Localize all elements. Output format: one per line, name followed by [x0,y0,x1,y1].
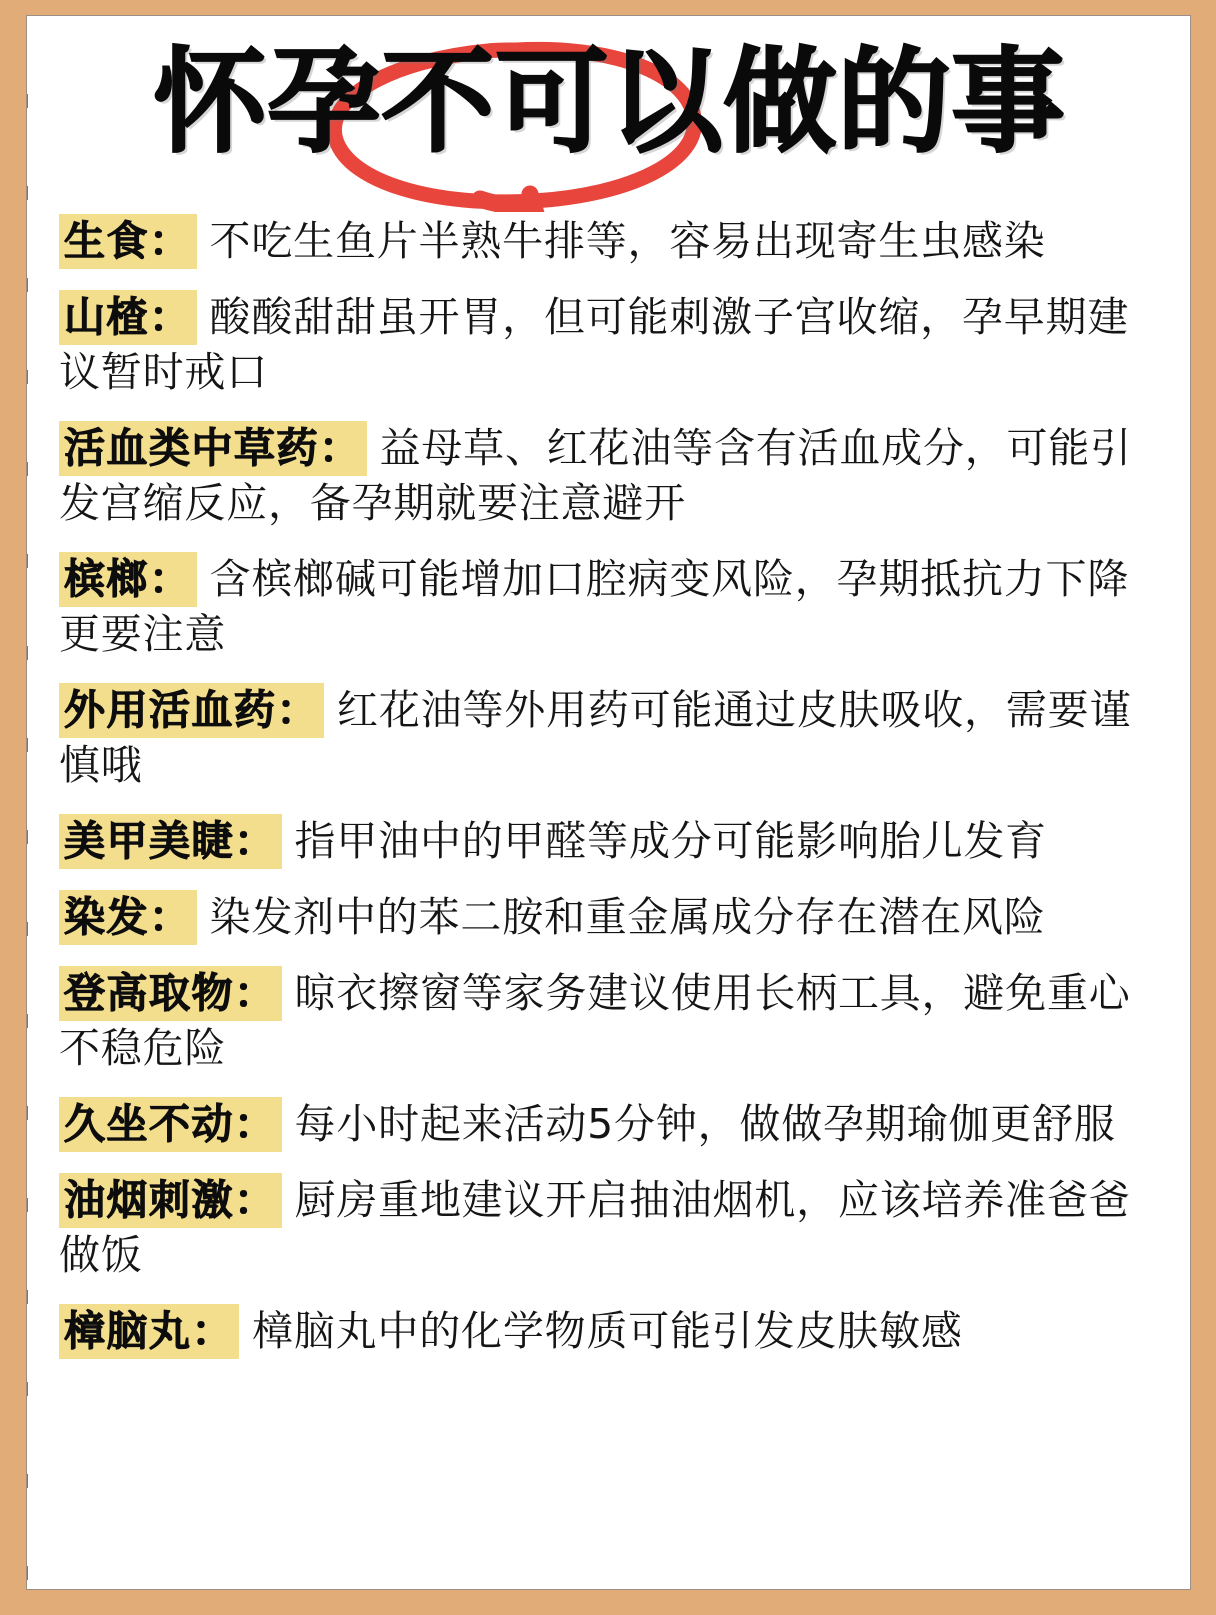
tips-list [27,214,1191,1380]
tip-label: 登高取物： [59,966,282,1021]
tip-body: 每小时起来活动5分钟，做做孕期瑜伽更舒服 [294,1100,1116,1148]
tip-line [59,290,1162,400]
tip-body: 红花油等外用药可能通过皮肤吸收，需要谨慎哦 [59,686,1132,789]
list-item [59,552,1162,662]
tip-label: 槟榔： [59,552,197,607]
tip-label: 染发： [59,890,197,945]
tip-body: 含槟榔碱可能增加口腔病变风险，孕期抵抗力下降更要注意 [59,555,1130,658]
tip-label: 美甲美睫： [59,814,282,869]
list-item [59,1097,1162,1152]
tip-label: 油烟刺激： [59,1173,282,1228]
tip-label: 生食： [59,214,197,269]
tip-line [59,1097,1162,1152]
tip-body: 樟脑丸中的化学物质可能引发皮肤敏感 [252,1307,963,1355]
tip-line [59,814,1162,869]
tip-body: 染发剂中的苯二胺和重金属成分存在潜在风险 [209,893,1046,941]
tip-label: 久坐不动： [59,1097,282,1152]
tip-line [59,421,1162,531]
tip-body: 不吃生鱼片半熟牛排等，容易出现寄生虫感染 [209,217,1046,265]
page-title: 怀孕不可以做的事 [153,36,1066,168]
tip-label: 樟脑丸： [59,1304,239,1359]
tip-label: 山楂： [59,290,197,345]
card-bottom-edge-perforation [27,1588,1191,1590]
tip-line [59,1173,1162,1283]
list-item [59,214,1162,269]
tip-line [59,683,1162,793]
list-item [59,683,1162,793]
list-item [59,1304,1162,1359]
tip-line [59,966,1162,1076]
list-item [59,290,1162,400]
tip-body: 益母草、红花油等含有活血成分，可能引发宫缩反应，备孕期就要注意避开 [59,424,1132,527]
tip-line [59,214,1162,269]
poster-card [26,15,1191,1590]
tip-line [59,1304,1162,1359]
tip-line [59,890,1162,945]
list-item [59,890,1162,945]
tip-body: 晾衣擦窗等家务建议使用长柄工具，避免重心不稳危险 [59,969,1131,1072]
list-item [59,421,1162,531]
list-item [59,966,1162,1076]
tip-body: 指甲油中的甲醛等成分可能影响胎儿发育 [294,817,1047,865]
tip-body: 酸酸甜甜虽开胃，但可能刺激子宫收缩，孕早期建议暂时戒口 [59,293,1130,396]
list-item [59,1173,1162,1283]
tip-line [59,552,1162,662]
tip-label: 外用活血药： [59,683,324,738]
tip-body: 厨房重地建议开启抽油烟机，应该培养准爸爸做饭 [59,1176,1131,1279]
list-item [59,814,1162,869]
title-area [27,16,1191,211]
tip-label: 活血类中草药： [59,421,367,476]
